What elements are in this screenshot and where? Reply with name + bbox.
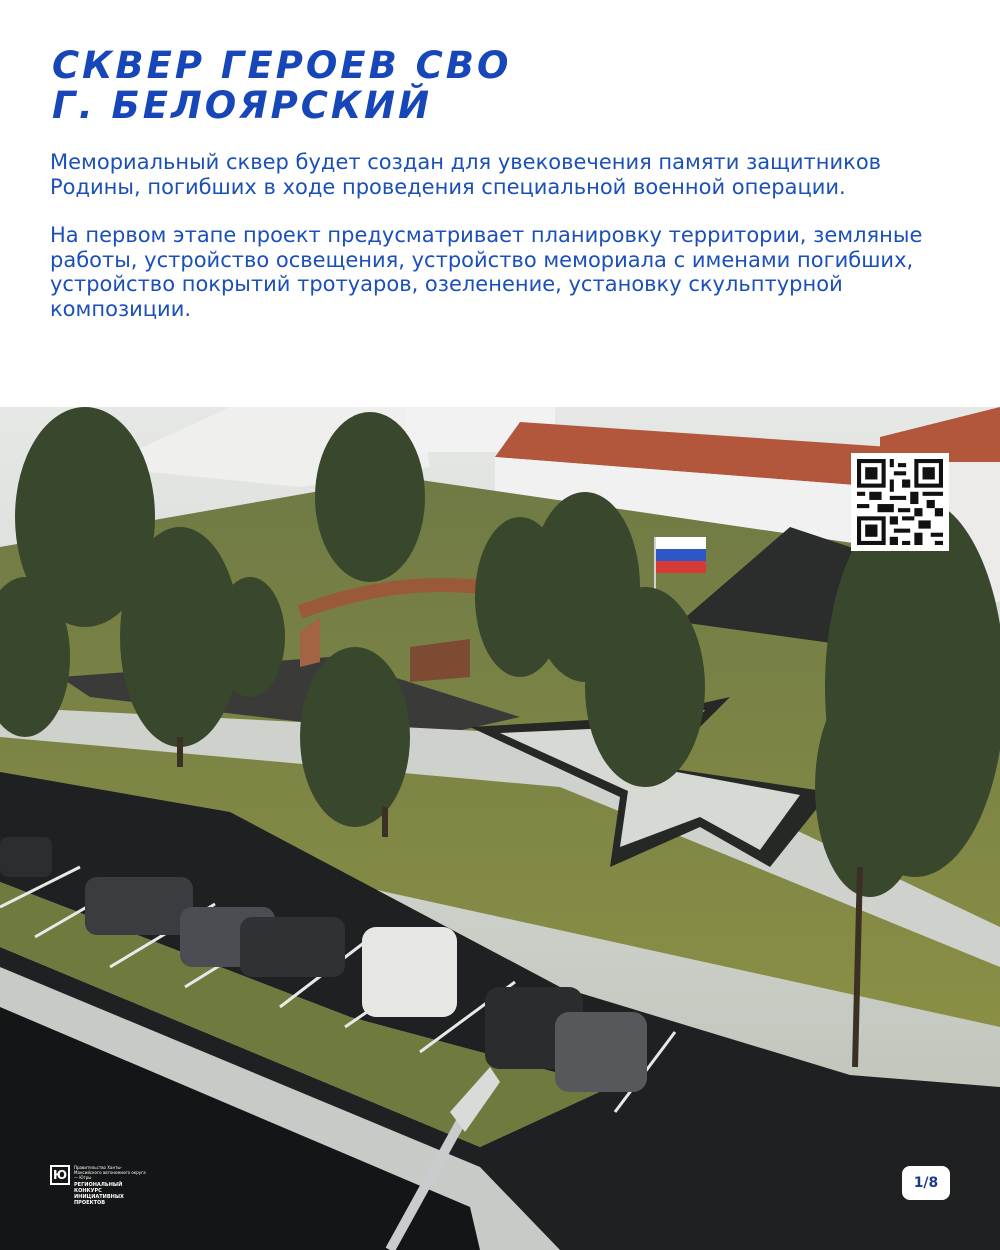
- contest-logo-icon: Ю: [50, 1165, 70, 1185]
- contest-logo: [50, 1165, 160, 1206]
- contest-logo-text: [74, 1165, 149, 1206]
- logo-government-text: Правительство Ханты-Мансийского автономного округа — Югры: [74, 1165, 146, 1180]
- qr-code-graphic: [857, 459, 943, 545]
- project-visualization: [0, 407, 1000, 1250]
- logo-contest-name: РЕГИОНАЛЬНЫЙ КОНКУРС ИНИЦИАТИВНЫХ ПРОЕКТОВ: [74, 1182, 124, 1206]
- title-line-2: Г. БЕЛОЯРСКИЙ: [52, 84, 433, 127]
- page-counter-badge: 1/8: [902, 1166, 950, 1200]
- description-paragraph-2: На первом этапе проект предусматривает планировку территории, земляные работы, устройство освещения, устройство мемориала с именами погибших, устройство покрытий тротуаров, озеленение, установку скульптурной композиции.: [50, 223, 923, 321]
- description-paragraph-1: Мемориальный сквер будет создан для увековечения памяти защитников Родины, погибших в ходе проведения специальной военной операции.: [50, 150, 882, 199]
- title-line-1: СКВЕР ГЕРОЕВ СВО: [52, 44, 512, 87]
- description: [50, 150, 950, 345]
- page-title: [52, 46, 752, 126]
- qr-code-icon[interactable]: [851, 453, 949, 551]
- park-render-image: [0, 407, 1000, 1250]
